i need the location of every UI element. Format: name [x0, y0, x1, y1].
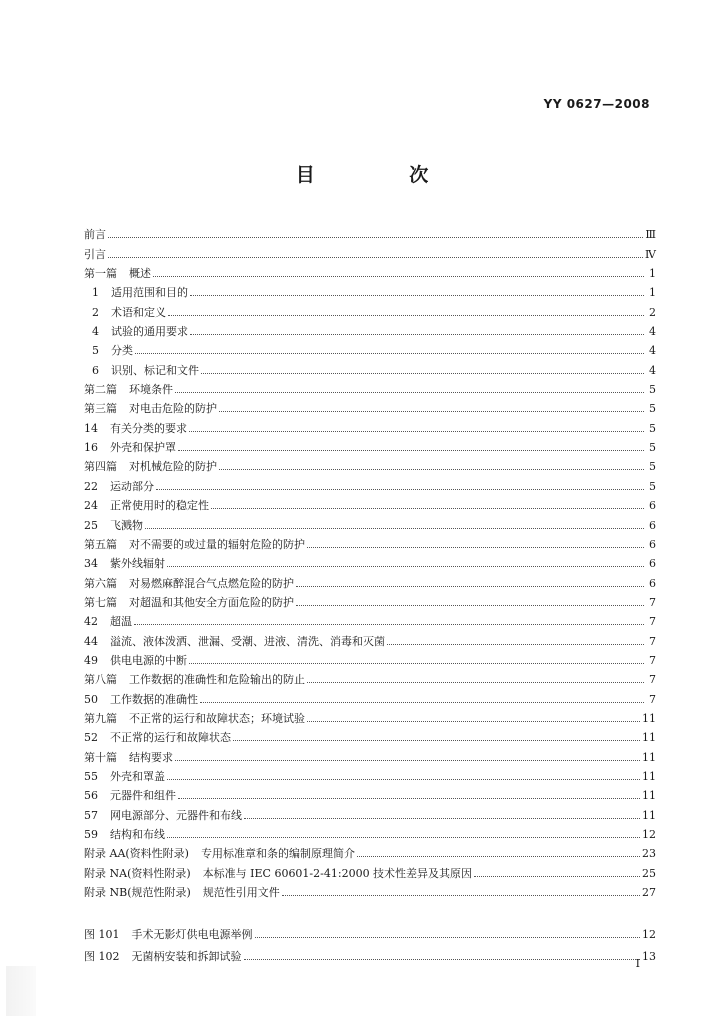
toc-entry-title: 对机械危险的防护: [129, 460, 217, 474]
toc-entry-number: 4: [92, 325, 99, 339]
dot-leader: [307, 712, 640, 722]
toc-entry-label: [84, 499, 209, 512]
toc-entry-title: 工作数据的准确性: [110, 692, 198, 706]
toc-entry-number: 第一篇: [84, 267, 117, 281]
dot-leader: [156, 480, 644, 490]
dot-leader: [296, 577, 644, 587]
toc-entry-title: 紫外线辐射: [110, 557, 165, 571]
dot-leader: [145, 519, 644, 529]
dot-leader: [474, 867, 640, 877]
toc-entry-page-number: 11: [642, 711, 656, 725]
toc-entry-number: 52: [84, 731, 98, 745]
dot-leader: [219, 460, 644, 470]
toc-entry-title: 对超温和其他安全方面危险的防护: [129, 595, 294, 609]
toc-entry[interactable]: [84, 570, 656, 589]
toc-entry[interactable]: [84, 493, 656, 512]
toc-entry-number: 第三篇: [84, 402, 117, 416]
toc-entry-label: [84, 441, 176, 454]
toc-entry-label: [84, 635, 385, 648]
toc-entry-number: 第九篇: [84, 711, 117, 725]
figure-entry-page-number: 12: [642, 928, 656, 941]
toc-entry-title: 环境条件: [129, 383, 173, 397]
toc-entry-title: 有关分类的要求: [110, 421, 187, 435]
dot-leader: [167, 828, 640, 838]
toc-entry-number: 6: [92, 363, 99, 377]
toc-entry-title: 前言: [84, 228, 106, 242]
toc-entry[interactable]: [84, 686, 656, 705]
toc-entry-title: 元器件和组件: [110, 789, 176, 803]
toc-entry-page-number: Ⅳ: [645, 247, 656, 261]
toc-entry-number: 附录 NA(资料性附录): [84, 866, 191, 880]
toc-entry[interactable]: [84, 648, 656, 667]
toc-entry[interactable]: [84, 764, 656, 783]
figure-list: [84, 919, 656, 963]
toc-entry-number: 第二篇: [84, 383, 117, 397]
toc-entry-label: [84, 422, 187, 435]
toc-entry-page-number: 23: [642, 847, 656, 861]
toc-entry-label: [84, 789, 176, 802]
toc-entry[interactable]: [84, 512, 656, 531]
figure-entry-number: 图 102: [84, 950, 120, 963]
toc-entry-title: 不正常的运行和故障状态: [110, 731, 231, 745]
dot-leader: [244, 950, 641, 960]
toc-entry-label: [84, 306, 166, 319]
figure-entry-title: 无菌柄安装和拆卸试验: [131, 950, 242, 963]
toc-entry[interactable]: [84, 222, 656, 241]
toc-entry-page-number: 5: [649, 479, 656, 493]
toc-entry[interactable]: [84, 532, 656, 551]
toc-entry[interactable]: [84, 802, 656, 821]
toc-entry-page-number: 5: [649, 421, 656, 435]
toc-entry-title: 不正常的运行和故障状态；环境试验: [129, 711, 305, 725]
dot-leader: [108, 248, 643, 258]
toc-entry[interactable]: [84, 338, 656, 357]
dot-leader: [387, 635, 644, 645]
toc-entry-label: [84, 886, 280, 899]
toc-entry[interactable]: [84, 377, 656, 396]
toc-entry[interactable]: [84, 822, 656, 841]
toc-entry-page-number: 5: [649, 441, 656, 455]
dot-leader: [282, 886, 640, 896]
dot-leader: [153, 267, 644, 277]
toc-entry-number: 22: [84, 479, 98, 493]
toc-entry-number: 第五篇: [84, 537, 117, 551]
toc-entry-number: 5: [92, 344, 99, 358]
dot-leader: [178, 789, 640, 799]
toc-entry[interactable]: [84, 435, 656, 454]
toc-entry-title: 网电源部分、元器件和布线: [110, 808, 242, 822]
toc-entry-label: [84, 344, 133, 357]
toc-entry-title: 飞溅物: [110, 518, 143, 532]
toc-entry[interactable]: [84, 396, 656, 415]
toc-entry-label: [84, 615, 132, 628]
dot-leader: [211, 499, 644, 509]
dot-leader: [200, 693, 644, 703]
toc-entry-title: 溢流、液体泼洒、泄漏、受潮、进液、清洗、消毒和灭菌: [110, 634, 385, 648]
dot-leader: [244, 809, 640, 819]
toc-entry-title: 运动部分: [110, 479, 154, 493]
dot-leader: [189, 422, 644, 432]
toc-entry-title: 外壳和保护罩: [110, 441, 176, 455]
figure-entry-label: [84, 928, 253, 941]
toc-entry-number: 44: [84, 634, 98, 648]
toc-entry[interactable]: [84, 667, 656, 686]
toc-entry-label: [84, 286, 188, 299]
toc-entry-page-number: 5: [649, 383, 656, 397]
dot-leader: [233, 731, 640, 741]
toc-entry-number: 附录 NB(规范性附录): [84, 886, 191, 900]
toc-entry-number: 24: [84, 499, 98, 513]
toc-entry[interactable]: [84, 299, 656, 318]
toc-entry-number: 14: [84, 421, 98, 435]
toc-entry-title: 超温: [110, 615, 132, 629]
toc-entry-label: [84, 460, 217, 473]
toc-entry-page-number: 6: [649, 518, 656, 532]
toc-entry-label: [84, 770, 165, 783]
toc-entry-number: 第十篇: [84, 750, 117, 764]
toc-entry-number: 第七篇: [84, 595, 117, 609]
toc-entry-title: 本标准与 IEC 60601-2-41:2000 技术性差异及其原因: [202, 866, 473, 880]
toc-entry-title: 识别、标记和文件: [111, 363, 199, 377]
toc-entry-label: [84, 228, 106, 241]
dot-leader: [201, 364, 644, 374]
toc-entry-title: 结构和布线: [110, 828, 165, 841]
toc-entry-label: [84, 596, 294, 609]
toc-entry[interactable]: [84, 860, 656, 879]
dot-leader: [135, 344, 644, 354]
toc-entry-number: 25: [84, 518, 98, 532]
dot-leader: [190, 325, 644, 335]
toc-entry-page-number: 11: [642, 769, 656, 783]
toc-entry-page-number: 6: [649, 557, 656, 571]
toc-entry-label: [84, 519, 143, 532]
toc-entry[interactable]: [84, 744, 656, 763]
toc-entry[interactable]: [84, 241, 656, 260]
toc-entry[interactable]: [84, 319, 656, 338]
toc-entry-page-number: 5: [649, 460, 656, 474]
dot-leader: [307, 538, 644, 548]
toc-entry-label: [84, 731, 231, 744]
toc-entry-title: 对不需要的或过量的辐射危险的防护: [129, 537, 305, 551]
toc-entry-label: [84, 809, 242, 822]
standard-number: YY 0627—2008: [543, 97, 650, 111]
toc-entry-number: 16: [84, 441, 98, 455]
scan-artifact: [6, 966, 36, 1016]
page-folio: I: [635, 957, 640, 970]
toc-entry-title: 供电电源的中断: [110, 653, 187, 667]
toc-entry-number: 2: [92, 305, 99, 319]
toc-entry[interactable]: [84, 725, 656, 744]
toc-entry-title: 对电击危险的防护: [129, 402, 217, 416]
toc-entry-label: [84, 867, 472, 880]
toc-entry-number: 50: [84, 692, 98, 706]
toc-entry-title: 规范性引用文件: [202, 886, 280, 900]
dot-leader: [189, 654, 644, 664]
toc-entry-page-number: 6: [649, 537, 656, 551]
toc-entry-label: [84, 364, 199, 377]
toc-entry[interactable]: [84, 609, 656, 628]
toc-entry-label: [84, 557, 165, 570]
toc-entry-title: 专用标准章和条的编制原理简介: [200, 847, 355, 861]
dot-leader: [296, 596, 644, 606]
toc-entry-page-number: 7: [649, 595, 656, 609]
toc-entry-label: [84, 712, 305, 725]
dot-leader: [167, 557, 644, 567]
toc-entry[interactable]: [84, 280, 656, 299]
table-of-contents: [84, 222, 656, 899]
dot-leader: [178, 441, 644, 451]
toc-entry-label: [84, 828, 165, 841]
toc-entry-label: [84, 267, 151, 280]
toc-entry-page-number: 4: [649, 363, 656, 377]
toc-entry-label: [84, 402, 217, 415]
dot-leader: [168, 306, 644, 316]
toc-entry-label: [84, 847, 355, 860]
toc-entry-page-number: 7: [649, 692, 656, 706]
toc-entry[interactable]: [84, 706, 656, 725]
toc-entry-number: 57: [84, 808, 98, 822]
toc-entry-page-number: 6: [649, 499, 656, 513]
toc-entry[interactable]: [84, 590, 656, 609]
toc-entry-page-number: 11: [642, 808, 656, 822]
toc-entry-page-number: 7: [649, 673, 656, 687]
toc-entry[interactable]: [84, 357, 656, 376]
toc-entry-label: [84, 325, 188, 338]
dot-leader: [175, 751, 640, 761]
toc-entry-page-number: 4: [649, 344, 656, 358]
figure-entry-title: 手术无影灯供电电源举例: [131, 928, 253, 941]
toc-entry-page-number: 1: [649, 286, 656, 300]
toc-entry-page-number: 11: [642, 731, 656, 745]
dot-leader: [167, 770, 640, 780]
toc-entry-title: 术语和定义: [111, 305, 166, 319]
toc-entry[interactable]: [84, 454, 656, 473]
toc-entry-title: 试验的通用要求: [111, 325, 188, 339]
toc-entry-label: [84, 248, 106, 261]
toc-entry-number: 42: [84, 615, 98, 629]
toc-entry-title: 分类: [111, 344, 133, 358]
dot-leader: [307, 673, 644, 683]
toc-entry-number: 附录 AA(资料性附录): [84, 847, 189, 861]
dot-leader: [134, 615, 644, 625]
toc-entry-page-number: 4: [649, 325, 656, 339]
toc-entry-number: 34: [84, 557, 98, 571]
toc-entry-number: 第四篇: [84, 460, 117, 474]
figure-entry-label: [84, 950, 242, 963]
figure-entry[interactable]: [84, 919, 656, 941]
toc-entry[interactable]: [84, 415, 656, 434]
toc-entry-number: 59: [84, 828, 98, 841]
toc-entry-page-number: 2: [649, 305, 656, 319]
toc-entry[interactable]: [84, 261, 656, 280]
toc-entry-label: [84, 654, 187, 667]
toc-entry-number: 49: [84, 653, 98, 667]
toc-entry-page-number: Ⅲ: [645, 228, 656, 242]
toc-entry[interactable]: [84, 473, 656, 492]
toc-entry[interactable]: [84, 841, 656, 860]
toc-entry-number: 第八篇: [84, 673, 117, 687]
toc-entry-number: 55: [84, 769, 98, 783]
toc-entry[interactable]: [84, 783, 656, 802]
toc-entry-label: [84, 751, 173, 764]
toc-entry-number: 56: [84, 789, 98, 803]
figure-entry[interactable]: [84, 941, 656, 963]
dot-leader: [357, 847, 640, 857]
toc-entry-label: [84, 673, 305, 686]
toc-entry-label: [84, 480, 154, 493]
toc-entry-label: [84, 577, 294, 590]
dot-leader: [175, 383, 644, 393]
toc-entry-page-number: 7: [649, 653, 656, 667]
toc-entry-page-number: 11: [642, 789, 656, 803]
toc-entry[interactable]: [84, 628, 656, 647]
toc-entry-page-number: 12: [642, 828, 656, 841]
toc-entry-page-number: 11: [642, 750, 656, 764]
figure-entry-page-number: 13: [642, 950, 656, 963]
toc-entry-page-number: 7: [649, 615, 656, 629]
toc-entry-label: [84, 383, 173, 396]
toc-entry-page-number: 27: [642, 886, 656, 900]
toc-entry-page-number: 1: [649, 267, 656, 281]
toc-entry-page-number: 25: [642, 866, 656, 880]
toc-entry-title: 工作数据的准确性和危险输出的防止: [129, 673, 305, 687]
toc-entry-title: 结构要求: [129, 750, 173, 764]
toc-entry[interactable]: [84, 880, 656, 899]
dot-leader: [219, 402, 644, 412]
page-title: 目 次: [295, 164, 473, 186]
toc-entry-title: 外壳和罩盖: [110, 769, 165, 783]
toc-entry-title: 适用范围和目的: [111, 286, 188, 300]
toc-entry-page-number: 6: [649, 576, 656, 590]
toc-entry-title: 引言: [84, 247, 106, 261]
toc-entry-label: [84, 693, 198, 706]
toc-entry-title: 概述: [129, 267, 151, 281]
toc-entry-number: 1: [92, 286, 99, 300]
toc-entry-number: 第六篇: [84, 576, 117, 590]
toc-entry-label: [84, 538, 305, 551]
figure-entry-number: 图 101: [84, 928, 120, 941]
toc-entry-title: 对易燃麻醉混合气点燃危险的防护: [129, 576, 294, 590]
toc-entry-page-number: 5: [649, 402, 656, 416]
toc-entry-title: 正常使用时的稳定性: [110, 499, 209, 513]
toc-entry[interactable]: [84, 551, 656, 570]
dot-leader: [190, 286, 644, 296]
dot-leader: [255, 928, 641, 938]
toc-entry-page-number: 7: [649, 634, 656, 648]
dot-leader: [108, 228, 643, 238]
